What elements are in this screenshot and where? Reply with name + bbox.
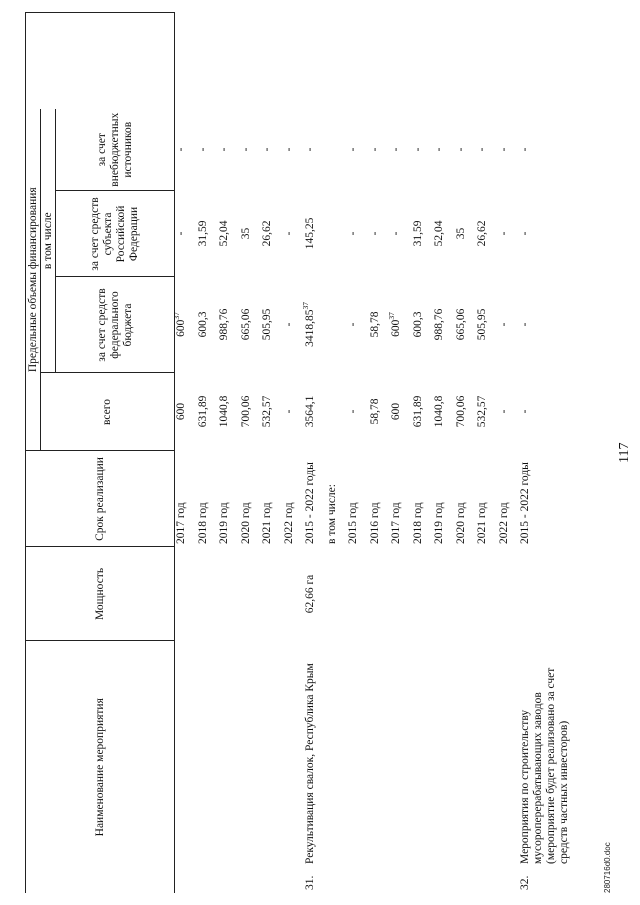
table-row [304,13,326,893]
total-value: 1040,8 [218,395,230,428]
header-period: Срок реализации [26,451,175,547]
header-including: в том числе [41,109,56,373]
capacity-value [519,547,571,641]
document-id: 280716d0.doc [603,842,612,893]
capacity-value [412,547,434,641]
subject-value: - [347,231,359,236]
header-capacity: Мощность [26,547,175,641]
measure-name [498,641,520,867]
header-name: Наименование мероприятия [26,641,175,893]
row-spacer [175,13,197,109]
rotated-page [25,13,635,893]
subject-value: - [368,231,381,236]
period-value: 2020 год [454,502,467,544]
extra-value: - [282,147,295,152]
subject-value: - [497,231,510,236]
header-subject: за счет средств субъекта Российской Федерации [56,191,175,277]
table-row [476,13,498,893]
row-number [476,867,498,893]
row-number [197,867,219,893]
period-value: 2019 год [433,502,445,544]
row-number [326,867,348,893]
extra-value: - [411,147,424,152]
subject-value: 35 [454,227,467,240]
extra-value: - [390,147,402,152]
period-value: 2021 год [476,502,488,544]
federal-value: 3418,85$^{37}$ [301,302,316,347]
table-body [172,13,572,893]
extra-value: - [519,147,531,152]
row-number [218,867,240,893]
subject-value: 52,04 [433,220,445,247]
capacity-value [283,547,305,641]
row-spacer [476,13,498,109]
subject-value [326,191,348,277]
row-spacer [326,13,348,109]
period-value: 2018 год [411,502,424,544]
row-spacer [197,13,219,109]
federal-value [326,277,348,373]
row-spacer [261,13,283,109]
measure-name [390,641,412,867]
capacity-value [175,547,197,641]
table-row [261,13,283,893]
header-federal: за счет средств федерального бюджета [56,277,175,373]
capacity-value [347,547,369,641]
period-value: 2017 год [175,502,187,544]
federal-value: 988,76 [218,308,230,341]
measure-name [326,641,348,867]
table-row [326,13,348,893]
extra-value: - [433,147,445,152]
capacity-value [476,547,498,641]
table-header [26,13,175,893]
row-number [455,867,477,893]
row-number [369,867,391,893]
extra-value: - [304,147,316,152]
extra-value: - [239,147,252,152]
federal-value: 505,95 [261,308,273,341]
row-number: 32. [519,875,531,890]
row-spacer [390,13,412,109]
subject-value: 31,59 [196,220,209,247]
capacity-value [261,547,283,641]
extra-value: - [196,147,209,152]
total-value: 600 [175,402,187,421]
measure-name: Рекультивация свалок, Республика Крым [304,663,316,864]
total-value: 700,06 [454,395,467,428]
capacity-value [455,547,477,641]
row-number [498,867,520,893]
footnote-mark: 37 [172,312,182,320]
measure-name [433,641,455,867]
capacity-value [197,547,219,641]
row-spacer [519,13,571,109]
header-spacer [26,13,41,109]
period-value: 2022 год [497,502,510,544]
total-value: 631,89 [196,395,209,428]
measure-name [369,641,391,867]
subject-value: 26,62 [261,220,273,247]
extra-value: - [476,147,488,152]
extra-value: - [368,147,381,152]
extra-value: - [175,147,187,152]
extra-value: - [218,147,230,152]
measure-name: Мероприятия по строительству мусороперерабатывающих заводов (мероприятие будет реализовано за счет средств частных инвесторов) [519,667,570,864]
capacity-value [326,547,348,641]
header-total: всего [41,373,175,451]
capacity-value [218,547,240,641]
subject-value: 26,62 [476,220,488,247]
federal-value: 58,78 [368,311,381,338]
total-value: 1040,8 [433,395,445,428]
subject-value: - [175,231,187,236]
page-number: 117 [617,442,632,463]
footnote-mark: 37 [301,302,311,310]
measure-name [240,641,262,867]
row-number [390,867,412,893]
row-spacer [412,13,434,109]
subject-value: - [390,231,402,236]
row-number [433,867,455,893]
total-value: 532,57 [476,395,488,428]
capacity-value [498,547,520,641]
measure-name [218,641,240,867]
extra-value: - [347,147,359,152]
row-number [240,867,262,893]
measure-name [283,641,305,867]
subject-value: 52,04 [218,220,230,247]
total-value: - [519,409,531,414]
federal-value: - [497,322,510,327]
table-row [433,13,455,893]
total-value: 58,78 [368,398,381,425]
period-value: 2022 год [282,502,295,544]
row-spacer [347,13,369,109]
subject-value: 31,59 [411,220,424,247]
row-spacer [283,13,305,109]
row-spacer [455,13,477,109]
table-row [519,13,571,893]
period-value: в том числе: [325,484,338,544]
row-number [283,867,305,893]
row-number [347,867,369,893]
federal-value: $600^{37}$ [387,312,402,337]
table-row [498,13,520,893]
total-value: - [347,409,359,414]
capacity-value: 62,66 га [304,574,316,614]
measure-name [175,641,197,867]
row-spacer [218,13,240,109]
federal-value: 600,3 [196,311,209,338]
row-spacer [433,13,455,109]
row-number [412,867,434,893]
period-value: 2016 год [368,502,381,544]
table-row [390,13,412,893]
capacity-value [390,547,412,641]
header-spacer-2 [41,13,175,109]
extra-value: - [261,147,273,152]
total-value: - [282,409,295,414]
table-row [175,13,197,893]
capacity-value [240,547,262,641]
total-value: 532,57 [261,395,273,428]
total-value: 3564,1 [304,395,316,428]
row-number [261,867,283,893]
total-value: 600 [390,402,402,421]
period-value: 2015 - 2022 годы [304,462,316,544]
measure-name [455,641,477,867]
header-limits: Предельные объемы финансирования [26,109,41,451]
period-value: 2020 год [239,502,252,544]
table-row [347,13,369,893]
period-value: 2017 год [390,502,402,544]
header-extra: за счет внебюджетных источников [56,109,175,191]
row-spacer [240,13,262,109]
period-value: 2015 - 2022 годы [519,462,531,544]
measure-name [197,641,219,867]
measure-name [476,641,498,867]
capacity-value [369,547,391,641]
row-number: 31. [304,875,316,890]
period-value: 2021 год [261,502,273,544]
total-value [326,373,348,451]
federal-value: 988,76 [433,308,445,341]
row-spacer [498,13,520,109]
federal-value: 665,06 [454,308,467,341]
federal-value: 505,95 [476,308,488,341]
period-value: 2018 год [196,502,209,544]
total-value: 700,06 [239,395,252,428]
subject-value: 35 [239,227,252,240]
row-number [175,867,197,893]
period-value: 2015 год [347,502,359,544]
table-row [412,13,434,893]
footnote-mark: 37 [387,312,397,320]
capacity-value [433,547,455,641]
federal-value: - [519,322,531,327]
federal-value: 665,06 [239,308,252,341]
table-row [455,13,477,893]
extra-value: - [454,147,467,152]
measure-name [261,641,283,867]
measure-name [347,641,369,867]
row-spacer [304,13,326,109]
subject-value: 145,25 [304,217,316,250]
table-row [197,13,219,893]
financing-table [25,12,571,893]
table-row [283,13,305,893]
extra-value: - [497,147,510,152]
federal-value: $600^{37}$ [172,312,187,337]
extra-value [326,109,348,191]
federal-value: 600,3 [411,311,424,338]
subject-value: - [519,231,531,236]
total-value: - [497,409,510,414]
table-row [218,13,240,893]
total-value: 631,89 [411,395,424,428]
federal-value: - [347,322,359,327]
table-row [240,13,262,893]
subject-value: - [282,231,295,236]
federal-value: - [282,322,295,327]
row-spacer [369,13,391,109]
measure-name [412,641,434,867]
table-row [369,13,391,893]
period-value: 2019 год [218,502,230,544]
